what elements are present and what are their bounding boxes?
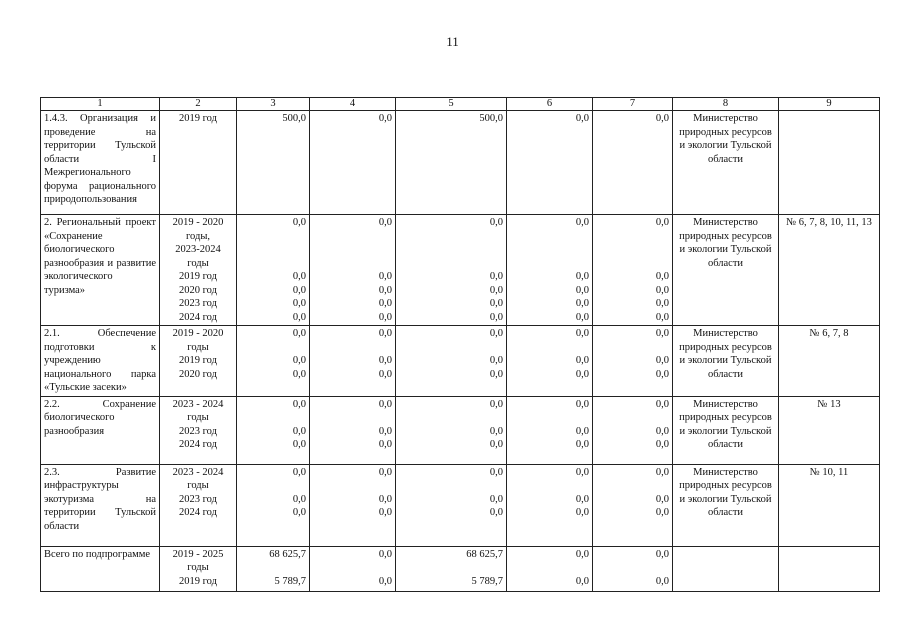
col3-value: 0,0: [292, 398, 306, 410]
row-name-cell: [41, 464, 160, 546]
col7-value: 0,0: [655, 548, 669, 560]
table-row: [41, 464, 880, 546]
budget-table: [40, 97, 880, 592]
col5-value: 0,0: [489, 328, 503, 339]
col4-cell: [310, 215, 396, 326]
col6-value: 0,0: [575, 507, 589, 518]
indicators-cell: [779, 396, 880, 464]
col7-cell: [593, 546, 673, 591]
row-name-cell: [41, 111, 160, 215]
col6-cell: [507, 546, 593, 591]
col3-cell: [237, 546, 310, 591]
period-value: 2023 год: [179, 493, 217, 505]
col7-value: 0,0: [655, 298, 669, 309]
col7-cell: [593, 326, 673, 397]
col4-value: 0,0: [378, 493, 392, 505]
col4-value: [313, 479, 392, 493]
period-value: 2023 - 2024: [172, 466, 224, 478]
col3-value: [240, 561, 306, 575]
executor: Министерство природных ресурсов и экологии Тульской области: [679, 466, 772, 518]
period-value: 2023-2024: [175, 244, 221, 255]
col4-value: 0,0: [378, 311, 392, 323]
col6-value: [510, 243, 589, 257]
table-row: [41, 215, 880, 326]
row-name-cell: [41, 396, 160, 464]
col5-value: [399, 257, 503, 271]
indicators-cell: [779, 464, 880, 546]
executor: Министерство природных ресурсов и экологии Тульской области: [679, 217, 772, 269]
executor-cell: [673, 326, 779, 397]
col5-value: 0,0: [489, 425, 503, 437]
column-header: 3: [237, 98, 310, 111]
col6-value: 0,0: [575, 493, 589, 505]
period-value: 2023 - 2024: [172, 398, 224, 410]
col5-value: [399, 243, 503, 257]
period-value: 2024 год: [179, 439, 217, 450]
col5-value: 0,0: [489, 466, 503, 478]
col5-value: 0,0: [489, 271, 503, 282]
col6-cell: [507, 326, 593, 397]
col3-value: 0,0: [292, 328, 306, 339]
col4-cell: [310, 464, 396, 546]
col5-value: 0,0: [489, 217, 503, 228]
period-cell: [160, 215, 237, 326]
col3-value: [240, 230, 306, 244]
col3-value: 0,0: [292, 311, 306, 323]
col7-value: 0,0: [655, 493, 669, 505]
col3-value: 500,0: [282, 113, 306, 124]
executor-cell: [673, 111, 779, 215]
col4-value: 0,0: [378, 113, 392, 124]
row-name: 2. Региональный проект «Сохранение биологического разнообразия и развитие экологического туризма»: [44, 217, 156, 296]
period-value: годы: [187, 562, 209, 573]
col3-value: 0,0: [292, 439, 306, 450]
col7-value: [596, 257, 669, 271]
col5-value: 0,0: [489, 507, 503, 518]
indicators: № 6, 7, 8, 10, 11, 13: [786, 217, 872, 228]
row-name: 2.3. Развитие инфраструктуры экотуризма на территории Тульской области: [44, 466, 156, 532]
period-value: 2019 год: [179, 575, 217, 587]
col5-value: 0,0: [489, 355, 503, 366]
column-header: 9: [779, 98, 880, 111]
col6-value: 0,0: [575, 548, 589, 560]
col7-value: 0,0: [655, 575, 669, 587]
col4-value: [313, 243, 392, 257]
col7-value: 0,0: [655, 466, 669, 478]
col6-value: 0,0: [575, 466, 589, 478]
row-name: 2.2. Сохранение биологического разнообразия: [44, 398, 156, 437]
period-value: 2024 год: [179, 507, 217, 518]
col6-value: 0,0: [575, 217, 589, 228]
col5-value: [399, 230, 503, 244]
column-header: 8: [673, 98, 779, 111]
col7-value: 0,0: [655, 271, 669, 282]
period-value: 2023 год: [179, 425, 217, 437]
col3-value: [240, 411, 306, 425]
table-row: [41, 396, 880, 464]
executor: Министерство природных ресурсов и экологии Тульской области: [679, 113, 772, 165]
col6-value: [510, 230, 589, 244]
period-value: 2019 - 2025: [172, 548, 224, 560]
col4-value: [313, 341, 392, 355]
period-value: 2024 год: [179, 311, 217, 323]
period-value: 2019 год: [179, 113, 217, 124]
col4-value: 0,0: [378, 284, 392, 296]
col3-value: 0,0: [292, 466, 306, 478]
col5-cell: [396, 464, 507, 546]
col5-value: [399, 561, 503, 575]
col7-value: 0,0: [655, 113, 669, 124]
col3-value: 0,0: [292, 271, 306, 282]
col3-value: [240, 479, 306, 493]
col7-value: [596, 561, 669, 575]
col6-value: [510, 479, 589, 493]
col7-value: [596, 243, 669, 257]
page-number: 11: [446, 34, 459, 49]
col4-value: 0,0: [378, 355, 392, 366]
col5-value: 500,0: [479, 113, 503, 124]
col4-value: 0,0: [378, 298, 392, 309]
column-header: 2: [160, 98, 237, 111]
col7-value: 0,0: [655, 398, 669, 410]
col5-value: 0,0: [489, 368, 503, 380]
col5-cell: [396, 326, 507, 397]
col3-cell: [237, 215, 310, 326]
column-header-row: [41, 98, 880, 111]
col6-cell: [507, 111, 593, 215]
indicators-cell: [779, 546, 880, 591]
executor: Министерство природных ресурсов и экологии Тульской области: [679, 398, 772, 450]
period-cell: [160, 546, 237, 591]
col6-value: 0,0: [575, 311, 589, 323]
col6-value: [510, 257, 589, 271]
col3-cell: [237, 326, 310, 397]
col7-value: 0,0: [655, 217, 669, 228]
column-header: 7: [593, 98, 673, 111]
col3-value: [240, 243, 306, 257]
col3-value: 68 625,7: [269, 548, 306, 560]
col6-value: 0,0: [575, 368, 589, 380]
col7-value: 0,0: [655, 284, 669, 296]
col6-cell: [507, 464, 593, 546]
col3-cell: [237, 464, 310, 546]
col5-value: 0,0: [489, 284, 503, 296]
col4-value: [313, 411, 392, 425]
col6-value: 0,0: [575, 271, 589, 282]
period-cell: [160, 326, 237, 397]
col4-value: 0,0: [378, 507, 392, 518]
col5-cell: [396, 111, 507, 215]
col6-value: 0,0: [575, 328, 589, 339]
row-name-cell: [41, 326, 160, 397]
col6-value: 0,0: [575, 398, 589, 410]
col3-value: [240, 257, 306, 271]
row-name: 1.4.3. Организация и проведение на территории Тульской области I Межрегионального форума рационального природопользования: [44, 113, 156, 205]
executor-cell: [673, 464, 779, 546]
col5-cell: [396, 215, 507, 326]
col4-cell: [310, 546, 396, 591]
col4-value: [313, 230, 392, 244]
period-value: 2020 год: [179, 284, 217, 296]
col7-value: 0,0: [655, 368, 669, 380]
row-name-cell: [41, 546, 160, 591]
col6-value: 0,0: [575, 284, 589, 296]
col6-value: 0,0: [575, 425, 589, 437]
col6-cell: [507, 396, 593, 464]
col7-value: 0,0: [655, 355, 669, 366]
col7-value: 0,0: [655, 425, 669, 437]
col4-value: 0,0: [378, 466, 392, 478]
col3-value: 0,0: [292, 493, 306, 505]
col7-value: 0,0: [655, 507, 669, 518]
period-value: годы: [187, 480, 209, 491]
col6-value: [510, 341, 589, 355]
column-header: 1: [41, 98, 160, 111]
row-name: Всего по подпрограмме: [44, 548, 151, 560]
col5-value: 0,0: [489, 311, 503, 323]
row-name-cell: [41, 215, 160, 326]
col5-value: [399, 341, 503, 355]
indicators-cell: [779, 326, 880, 397]
executor-cell: [673, 546, 779, 591]
column-header: 4: [310, 98, 396, 111]
col4-value: 0,0: [378, 575, 392, 587]
col5-value: 0,0: [489, 439, 503, 450]
col4-value: 0,0: [378, 328, 392, 339]
col5-value: 0,0: [489, 298, 503, 309]
period-cell: [160, 111, 237, 215]
col3-cell: [237, 396, 310, 464]
col7-value: 0,0: [655, 311, 669, 323]
period-cell: [160, 464, 237, 546]
col4-value: 0,0: [378, 439, 392, 450]
col6-value: 0,0: [575, 113, 589, 124]
period-value: 2023 год: [179, 298, 217, 309]
table-row: [41, 546, 880, 591]
col5-value: [399, 479, 503, 493]
col4-value: [313, 561, 392, 575]
period-value: 2019 год: [179, 355, 217, 366]
table-row: [41, 326, 880, 397]
col4-value: 0,0: [378, 217, 392, 228]
col6-value: 0,0: [575, 298, 589, 309]
col7-cell: [593, 464, 673, 546]
period-value: годы: [187, 257, 209, 269]
executor: Министерство природных ресурсов и экологии Тульской области: [679, 328, 772, 380]
col6-value: [510, 411, 589, 425]
col4-cell: [310, 111, 396, 215]
executor-cell: [673, 396, 779, 464]
indicators-cell: [779, 111, 880, 215]
col3-value: 0,0: [292, 298, 306, 309]
col4-cell: [310, 326, 396, 397]
col7-value: 0,0: [655, 439, 669, 450]
col5-cell: [396, 396, 507, 464]
col7-cell: [593, 111, 673, 215]
col3-value: [240, 341, 306, 355]
col7-value: [596, 341, 669, 355]
period-value: 2019 - 2020: [172, 328, 224, 339]
column-header: 6: [507, 98, 593, 111]
col3-cell: [237, 111, 310, 215]
table-row: [41, 111, 880, 215]
period-value: 2020 год: [179, 368, 217, 380]
col7-value: 0,0: [655, 328, 669, 339]
indicators-cell: [779, 215, 880, 326]
indicators: № 6, 7, 8: [809, 328, 849, 339]
col4-value: 0,0: [378, 368, 392, 380]
col7-value: [596, 411, 669, 425]
col7-value: [596, 230, 669, 244]
indicators: № 13: [817, 398, 841, 410]
col3-value: 5 789,7: [274, 575, 306, 587]
col4-value: 0,0: [378, 398, 392, 410]
period-value: годы: [187, 341, 209, 353]
col5-value: 0,0: [489, 493, 503, 505]
col6-value: 0,0: [575, 355, 589, 366]
col3-value: 0,0: [292, 284, 306, 296]
period-value: годы,: [185, 230, 210, 242]
row-name: 2.1. Обеспечение подготовки к учреждению национального парка «Тульские засеки»: [44, 328, 156, 393]
period-value: 2019 год: [179, 271, 217, 282]
col3-value: 0,0: [292, 217, 306, 228]
col4-value: 0,0: [378, 548, 392, 560]
col7-cell: [593, 396, 673, 464]
col5-value: 68 625,7: [466, 548, 503, 560]
col3-value: 0,0: [292, 368, 306, 380]
col5-value: 0,0: [489, 398, 503, 410]
executor-cell: [673, 215, 779, 326]
indicators: № 10, 11: [809, 466, 849, 478]
col7-value: [596, 479, 669, 493]
col4-value: 0,0: [378, 425, 392, 437]
col4-value: [313, 257, 392, 271]
col5-value: 5 789,7: [471, 575, 503, 587]
col5-value: [399, 411, 503, 425]
period-value: 2019 - 2020: [172, 217, 224, 228]
col5-cell: [396, 546, 507, 591]
table-body: [41, 98, 880, 592]
col3-value: 0,0: [292, 425, 306, 437]
col4-value: 0,0: [378, 271, 392, 282]
col3-value: 0,0: [292, 507, 306, 518]
col4-cell: [310, 396, 396, 464]
col6-value: 0,0: [575, 575, 589, 587]
period-cell: [160, 396, 237, 464]
col7-cell: [593, 215, 673, 326]
col3-value: 0,0: [292, 355, 306, 366]
period-value: годы: [187, 412, 209, 423]
col6-cell: [507, 215, 593, 326]
col6-value: 0,0: [575, 439, 589, 450]
column-header: 5: [396, 98, 507, 111]
col6-value: [510, 561, 589, 575]
